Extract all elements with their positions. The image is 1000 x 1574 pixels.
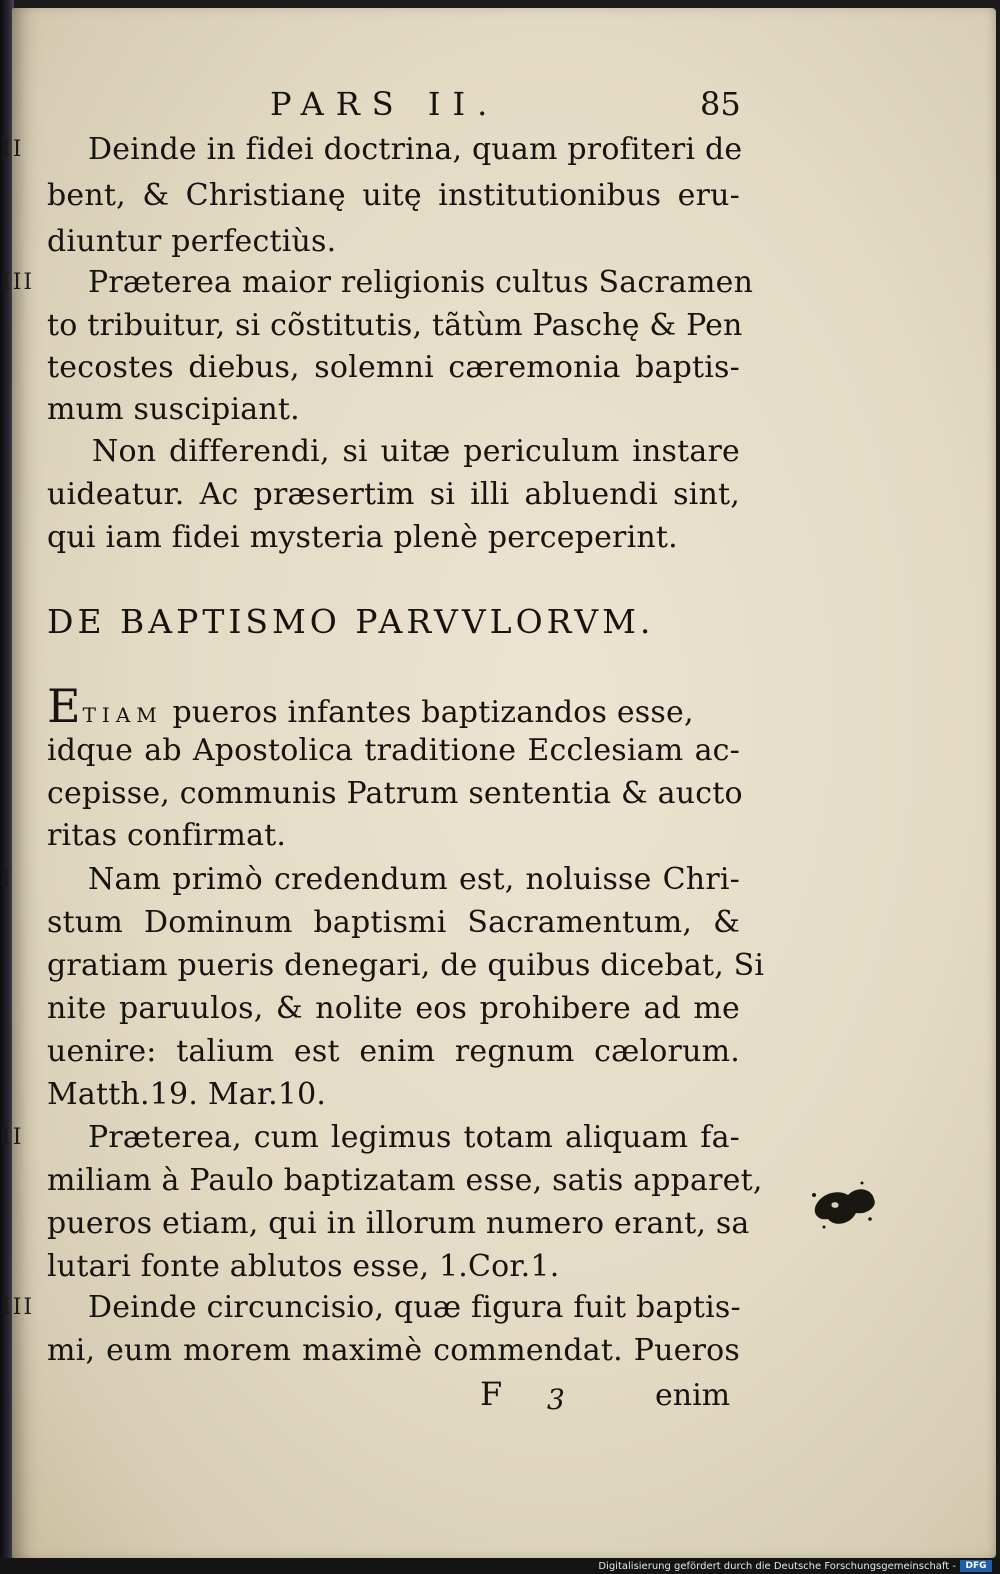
text-line: to tribuitur, si cõstitutis, tãtùm Paschę & Pen [47, 308, 743, 343]
signature-number: 3 [547, 1383, 565, 1416]
text-line [47, 679, 740, 735]
dfg-logo: DFG [960, 1560, 992, 1572]
text-line-rest: pueros infantes baptizandos esse, [172, 695, 694, 730]
text-line: gratiam pueris denegari, de quibus dicebat, Si [47, 948, 765, 983]
text-line: lutari fonte ablutos esse, 1.Cor.1. [47, 1249, 560, 1284]
drop-cap: E [47, 679, 83, 733]
ink-stain [808, 1175, 880, 1235]
text-line: mum suscipiant. [47, 392, 300, 427]
text-line: ritas confirmat. [47, 818, 287, 853]
text-line: Præterea maior religionis cultus Sacramen [88, 265, 754, 300]
catchword: enim [655, 1378, 731, 1413]
margin-marker: I [2, 867, 13, 892]
running-title: PARS II. [270, 85, 500, 123]
text-line: cepisse, communis Patrum sententia & aucto [47, 776, 743, 811]
text-line: bent, & Christianę uitę institutionibus eru- [47, 178, 740, 213]
text-line: uideatur. Ac præsertim si illi abluendi sint, [47, 477, 740, 512]
text-line: miliam à Paulo baptizatam esse, satis apparet, [47, 1163, 763, 1198]
margin-marker: II [2, 137, 24, 162]
text-line: nite paruulos, & nolite eos prohibere ad me [47, 991, 740, 1026]
text-line: qui iam fidei mysteria plenè perceperint. [47, 520, 678, 555]
page-number: 85 [700, 85, 741, 123]
section-heading: DE BAPTISMO PARVVLORVM. [47, 602, 655, 641]
text-line: uenire: talium est enim regnum cælorum. [47, 1034, 740, 1069]
text-line: stum Dominum baptismi Sacramentum, & [47, 905, 740, 940]
text-line: tecostes diebus, solemni cæremonia baptis- [47, 350, 740, 385]
text-line: mi, eum morem maximè commendat. Pueros [47, 1333, 740, 1368]
text-line: Deinde in fidei doctrina, quam profiteri de [88, 132, 743, 167]
text-line: diuntur perfectiùs. [47, 224, 337, 259]
digitization-credit: Digitalisierung gefördert durch die Deutsche Forschungsgemeinschaft - [598, 1561, 956, 1572]
margin-marker: III [2, 270, 35, 295]
text-line: Præterea, cum legimus totam aliquam fa- [88, 1120, 740, 1155]
small-caps-word: TIAM [82, 703, 163, 727]
text-line: idque ab Apostolica traditione Ecclesiam ac- [47, 733, 740, 768]
text-line: Deinde circuncisio, quæ figura fuit baptis- [88, 1290, 741, 1325]
signature-mark: F [480, 1375, 503, 1413]
text-line: Non differendi, si uitæ periculum instare [92, 434, 740, 469]
text-line: pueros etiam, qui in illorum numero erant, sa [47, 1206, 750, 1241]
margin-marker: II [2, 1125, 24, 1150]
text-line: Nam primò credendum est, noluisse Chri- [88, 862, 740, 897]
text-line: Matth.19. Mar.10. [47, 1077, 327, 1112]
margin-marker: III [2, 1295, 35, 1320]
